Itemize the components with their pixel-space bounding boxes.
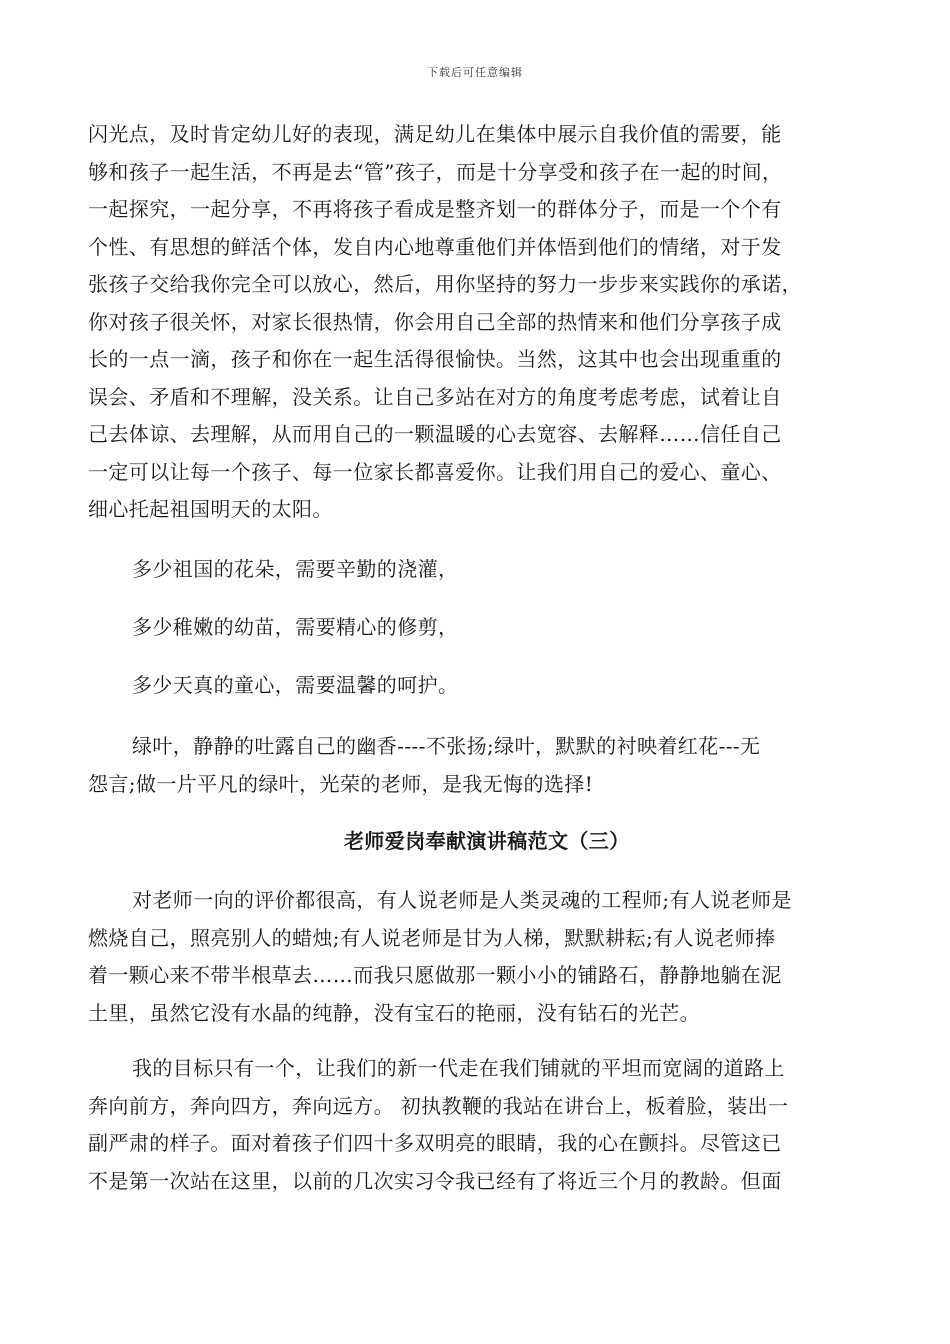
section-title: 老师爱岗奉献演讲稿范文（三）: [344, 829, 630, 853]
page-header-note: 下载后可任意编辑: [427, 66, 523, 79]
poem-line-1: 多少祖国的花朵，需要辛勤的浇灌，: [132, 557, 459, 581]
paragraph-line: 不是第一次站在这里，以前的几次实习令我已经有了将近三个月的教龄。但面: [88, 1168, 782, 1193]
paragraph-line: 张孩子交给我你完全可以放心，然后，用你坚持的努力一步步来实践你的承诺，: [88, 272, 802, 296]
paragraph-line: 对老师一向的评价都很高，有人说老师是人类灵魂的工程师;有人说老师是: [132, 888, 792, 912]
paragraph-line: 绿叶，静静的吐露自己的幽香----不张扬;绿叶，默默的衬映着红花---无: [132, 734, 761, 758]
paragraph-3: [88, 882, 868, 1032]
paragraph-line: 够和孩子一起生活，不再是去“管”孩子，而是十分享受和孩子在一起的时间，: [88, 159, 783, 184]
poem-line-3: 多少天真的童心，需要温馨的呵护。: [132, 673, 459, 697]
paragraph-line: 土里，虽然它没有水晶的纯静，没有宝石的艳丽，没有钻石的光芒。: [88, 1000, 700, 1025]
paragraph-line: 闪光点，及时肯定幼儿好的表现，满足幼儿在集体中展示自我价值的需要，能: [88, 122, 782, 146]
paragraph-2: [88, 728, 868, 803]
paragraph-line: 一定可以让每一个孩子、每一位家长都喜爱你。让我们用自己的爱心、童心、: [88, 459, 782, 484]
paragraph-line: 你对孩子很关怀，对家长很热情，你会用自己全部的热情来和他们分享孩子成: [88, 309, 782, 334]
paragraph-line: 怨言;做一片平凡的绿叶，光荣的老师，是我无悔的选择!: [88, 771, 594, 796]
paragraph-line: 一起探究，一起分享，不再将孩子看成是整齐划一的群体分子，而是一个个有: [88, 197, 782, 221]
paragraph-line: 我的目标只有一个，让我们的新一代走在我们铺就的平坦而宽阔的道路上: [132, 1056, 785, 1080]
paragraph-line: 误会、矛盾和不理解，没关系。让自己多站在对方的角度考虑考虑，试着让自: [88, 384, 782, 409]
paragraph-line: 副严肃的样子。面对着孩子们四十多双明亮的眼睛，我的心在颤抖。尽管这已: [88, 1131, 782, 1155]
paragraph-line: 着一颗心来不带半根草去……而我只愿做那一颗小小的铺路石，静静地躺在泥: [88, 963, 782, 987]
paragraph-line: 长的一点一滴，孩子和你在一起生活得很愉快。当然，这其中也会出现重重的: [88, 347, 782, 371]
paragraph-line: 己去体谅、去理解，从而用自己的一颗温暖的心去宽容、去解释……信任自己: [88, 422, 782, 446]
paragraph-line: 细心托起祖国明天的太阳。: [88, 497, 333, 521]
paragraph-line: 奔向前方，奔向四方，奔向远方。 初执教鞭的我站在讲台上，板着脸，装出一: [88, 1093, 789, 1118]
paragraph-line: 燃烧自己，照亮别人的蜡烛;有人说老师是甘为人梯，默默耕耘;有人说老师捧: [88, 925, 776, 950]
poem-line-2: 多少稚嫩的幼苗，需要精心的修剪，: [132, 615, 459, 639]
paragraph-4: [88, 1050, 868, 1200]
paragraph-1: [88, 116, 868, 529]
paragraph-line: 个性、有思想的鲜活个体，发自内心地尊重他们并体悟到他们的情绪，对于发: [88, 234, 782, 259]
